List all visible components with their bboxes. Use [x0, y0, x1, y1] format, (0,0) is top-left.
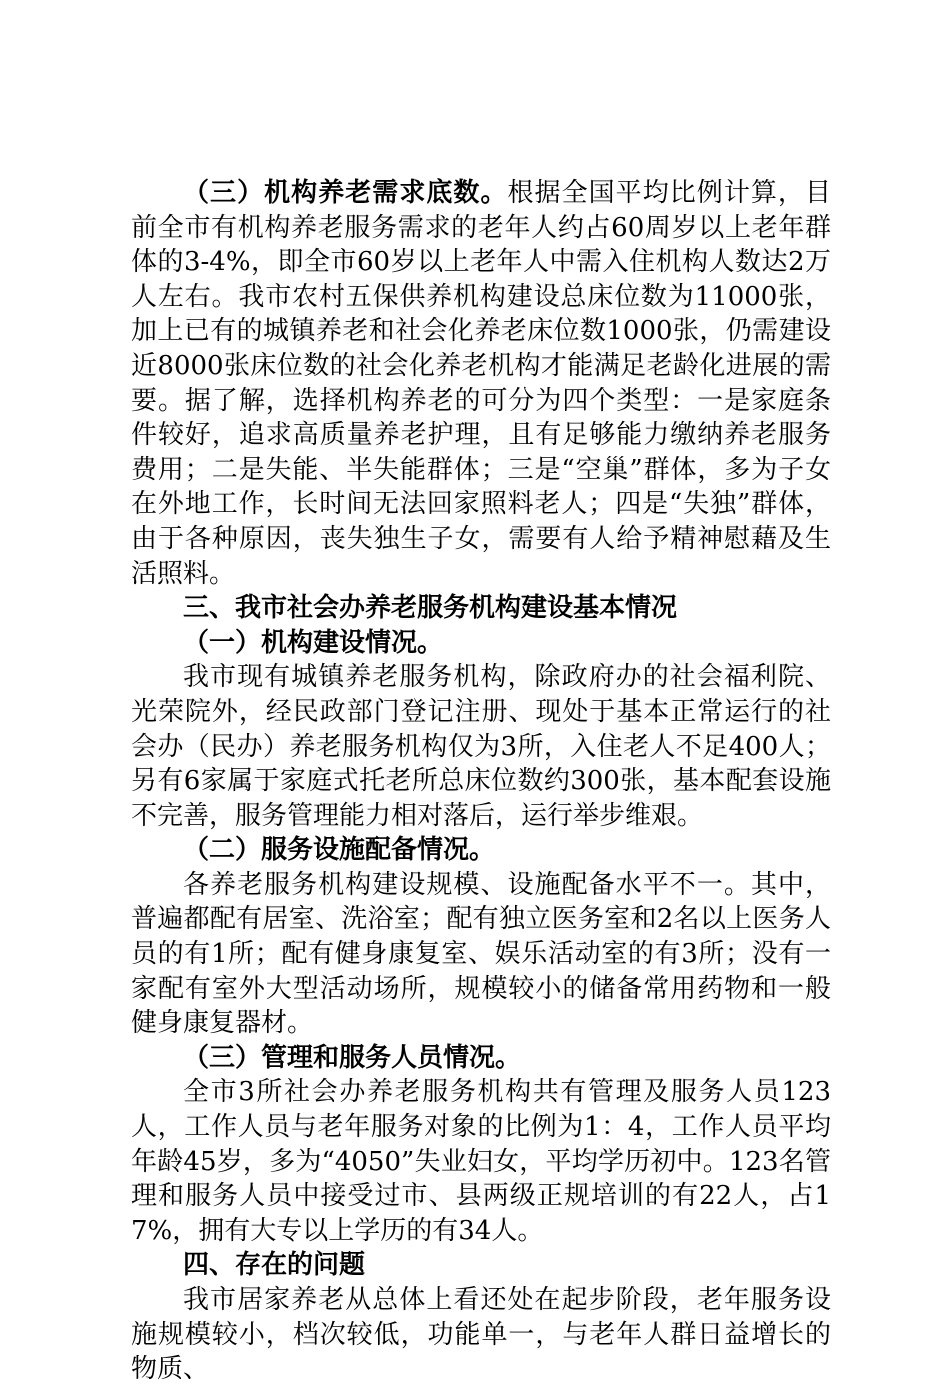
- subsection-heading-facilities: （二）服务设施配备情况。: [183, 835, 496, 866]
- paragraph-text: 根据全国平均比例计算，目前全市有机构养老服务需求的老年人约占60周岁以上老年群体的3-4%，即全市60岁以上老年人中需入住机构人数达2万人左右。我市农村五保供养机构建设总床位数为11000张，加上已有的城镇养老和社会化养老床位数1000张，仍需建设近8000张床位数的社会化养老机构才能满足老龄化进展的需要。据了解，选择机构养老的可分为四个类型：一是家庭条件较好，追求高质量养老护理，且有足够能力缴纳养老服务费用；二是失能、半失能群体；三是“空巢”群体，多为子女在外地工作，长时间无法回家照料老人；四是“失独”群体，由于各种原因，丧失独生子女，需要有人给予精神慰藉及生活照料。: [131, 178, 831, 589]
- section-heading-problems: 四、存在的问题: [183, 1250, 366, 1281]
- paragraph-construction: 我市现有城镇养老服务机构，除政府办的社会福利院、光荣院外，经民政部门登记注册、现处于基本正常运行的社会办（民办）养老服务机构仅为3所，入住老人不足400人；另有6家属于家庭式托老所总床位数约300张，基本配套设施不完善，服务管理能力相对落后，运行举步维艰。: [131, 662, 831, 831]
- subsection-heading-staff: （三）管理和服务人员情况。: [183, 1042, 522, 1073]
- document-body: [131, 176, 831, 1387]
- paragraph-institutional-demand: [131, 176, 831, 591]
- subsection-heading-construction: （一）机构建设情况。: [183, 627, 444, 658]
- section-lead-institutional-demand: （三）机构养老需求底数。: [183, 178, 508, 208]
- paragraph-staff: 全市3所社会办养老服务机构共有管理及服务人员123人，工作人员与老年服务对象的比例为1：4，工作人员平均年龄45岁，多为“4050”失业妇女，平均学历初中。123名管理和服务人员中接受过市、县两级正规培训的有22人，占17%，拥有大专以上学历的有34人。: [131, 1077, 831, 1246]
- paragraph-facilities: 各养老服务机构建设规模、设施配备水平不一。其中，普遍都配有居室、洗浴室；配有独立医务室和2名以上医务人员的有1所；配有健身康复室、娱乐活动室的有3所；没有一家配有室外大型活动场所，规模较小的储备常用药物和一般健身康复器材。: [131, 869, 831, 1039]
- paragraph-problems: 我市居家养老从总体上看还处在起步阶段，老年服务设施规模较小，档次较低，功能单一，与老年人群日益增长的物质、: [131, 1285, 831, 1385]
- section-heading-basic-situation: 三、我市社会办养老服务机构建设基本情况: [183, 593, 678, 624]
